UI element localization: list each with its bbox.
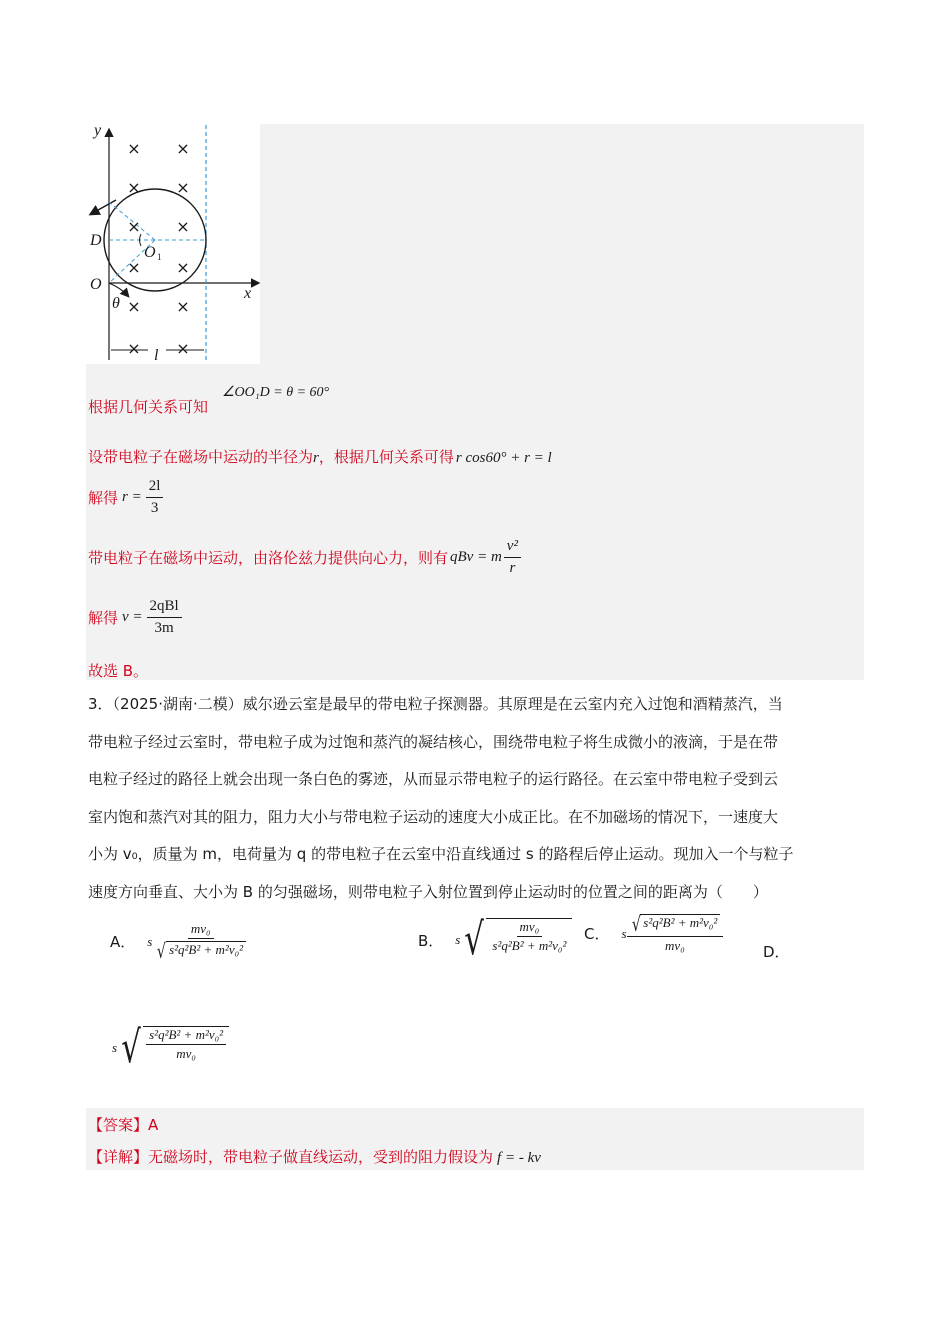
- option-label: D．: [763, 943, 790, 961]
- equation-lhs: r =: [122, 488, 142, 505]
- solution-line-4: [88, 538, 521, 576]
- solution-conclusion: 故选 B。: [88, 662, 149, 680]
- denominator: 3m: [154, 619, 174, 636]
- x-axis-label: x: [244, 285, 252, 302]
- option-label: A．: [110, 933, 136, 952]
- question-line: 电粒子经过的路径上就会出现一条白色的雾迹，从而显示带电粒子的运行路径。在云室中带电粒子受到云: [88, 770, 779, 789]
- option-label: C．: [584, 925, 610, 944]
- cross-mark: ×: [176, 217, 190, 236]
- option-s: s: [112, 1040, 118, 1055]
- question-line: [88, 686, 868, 724]
- answer-value: A: [148, 1116, 159, 1134]
- solution-text: 根据几何关系可知: [88, 398, 209, 416]
- cross-mark: ×: [176, 339, 190, 358]
- question-line: 小为 v₀，质量为 m，电荷量为 q 的带电粒子在云室中沿直线通过 s 的路程后停止运动。现加入一个与粒子: [88, 845, 794, 864]
- resistance-formula: f = - kv: [497, 1150, 541, 1166]
- numerator: mv₀: [188, 922, 214, 939]
- answer-line: [88, 1114, 158, 1135]
- question-number: 3．: [88, 695, 113, 713]
- radicand: s²q²B² + m²v₀²: [166, 941, 246, 961]
- option-c[interactable]: [584, 914, 723, 953]
- radius-symbol: r: [313, 450, 319, 466]
- equation-lhs: qBv = m: [450, 548, 502, 565]
- denominator: r: [509, 559, 516, 576]
- cross-mark: ×: [176, 139, 190, 158]
- cross-mark: ×: [176, 258, 190, 277]
- radicand: s²q²B² + m²v₀²: [640, 914, 720, 934]
- denominator: mv₀: [665, 938, 685, 953]
- numerator: 2qBl: [147, 598, 182, 618]
- solution-line-2: [88, 446, 552, 467]
- denominator: 3: [150, 499, 159, 516]
- solution-text: 解得: [88, 608, 119, 627]
- option-d[interactable]: [112, 1022, 229, 1073]
- angle-theta-label: θ: [112, 295, 120, 312]
- question-text: 威尔逊云室是最早的带电粒子探测器。其原理是在云室内充入过饱和酒精蒸汽，当: [242, 695, 783, 713]
- solution-text: 解得: [88, 488, 119, 507]
- question-line: 室内饱和蒸汽对其的阻力，阻力大小与带电粒子运动的速度大小成正比。在不加磁场的情况下，一速度大: [88, 807, 779, 826]
- option-radical: √ $\frac{\text{mv₀}}{\text{s²q²B² + m²v₀²}}$: [460, 918, 572, 962]
- option-b[interactable]: [418, 914, 572, 965]
- numerator: s²q²B² + m²v₀²: [146, 1028, 226, 1045]
- solution-line-1: [88, 396, 208, 417]
- geometry-equation: r cos60° + r = l: [455, 450, 552, 466]
- question-source: （2025·湖南·二模）: [112, 695, 243, 713]
- option-s: s: [455, 932, 461, 947]
- cross-mark: ×: [127, 258, 141, 277]
- denominator: s²q²B² + m²v₀²: [492, 938, 567, 954]
- cross-mark: ×: [176, 178, 190, 197]
- detail-line: [88, 1146, 541, 1167]
- point-O-label: O: [90, 276, 102, 293]
- option-d-label-row[interactable]: [763, 941, 790, 962]
- point-O1-subscript: 1: [157, 252, 162, 262]
- cross-mark: ×: [127, 139, 141, 158]
- option-s: s: [147, 933, 153, 949]
- solution-text: 设带电粒子在磁场中运动的半径为: [88, 448, 314, 466]
- solution-math-1: ∠OO₁D = θ = 60°: [222, 385, 330, 400]
- fraction: [146, 478, 164, 516]
- detail-text: 无磁场时，带电粒子做直线运动，受到的阻力假设为: [148, 1148, 494, 1166]
- option-s: s: [621, 925, 627, 941]
- question-3: [88, 686, 868, 912]
- fraction: [504, 538, 521, 576]
- solution-line-3: [88, 478, 163, 516]
- detail-tag: 【详解】: [88, 1148, 149, 1166]
- option-fraction: [152, 921, 249, 964]
- question-line: 带电粒子经过云室时，带电粒子成为过饱和蒸汽的凝结核心，围绕带电粒子将生成微小的液滴，于是在带: [88, 732, 779, 751]
- y-axis-label: y: [94, 122, 102, 139]
- numerator: mv₀: [517, 920, 543, 937]
- numerator: 2l: [146, 478, 164, 498]
- field-crosses: [127, 139, 189, 358]
- denominator: √ s²q²B² + m²v₀²: [152, 939, 249, 961]
- option-radical: √ $\frac{\text{s²q²B² + m²v₀²}}{\text{mv₀}}$: [117, 1026, 229, 1070]
- option-a[interactable]: [110, 921, 249, 964]
- equation-lhs: v =: [122, 608, 143, 625]
- solution-text: 带电粒子在磁场中运动，由洛伦兹力提供向心力，则有: [88, 548, 449, 567]
- numerator: √ s²q²B² + m²v₀²: [627, 914, 724, 937]
- point-O1-label: O: [144, 244, 156, 261]
- point-D-label: D: [90, 232, 102, 249]
- width-l-label: l: [154, 347, 159, 364]
- question-line: 速度方向垂直、大小为 B 的匀强磁场，则带电粒子入射位置到停止运动时的位置之间的距离为（ ）: [88, 882, 768, 901]
- cross-mark: ×: [127, 217, 141, 236]
- cross-mark: ×: [176, 297, 190, 316]
- option-label: B．: [418, 931, 444, 950]
- denominator: mv₀: [176, 1046, 196, 1062]
- solution-text: ，根据几何关系可得: [318, 448, 454, 466]
- option-fraction: [627, 914, 724, 953]
- solution-line-5: [88, 598, 182, 636]
- cross-mark: ×: [127, 339, 141, 358]
- fraction: [147, 598, 182, 636]
- numerator: v²: [504, 538, 521, 558]
- answer-tag: 【答案】: [88, 1116, 149, 1134]
- magnetic-field-figure: [86, 120, 266, 370]
- cross-mark: ×: [127, 178, 141, 197]
- cross-mark: ×: [127, 297, 141, 316]
